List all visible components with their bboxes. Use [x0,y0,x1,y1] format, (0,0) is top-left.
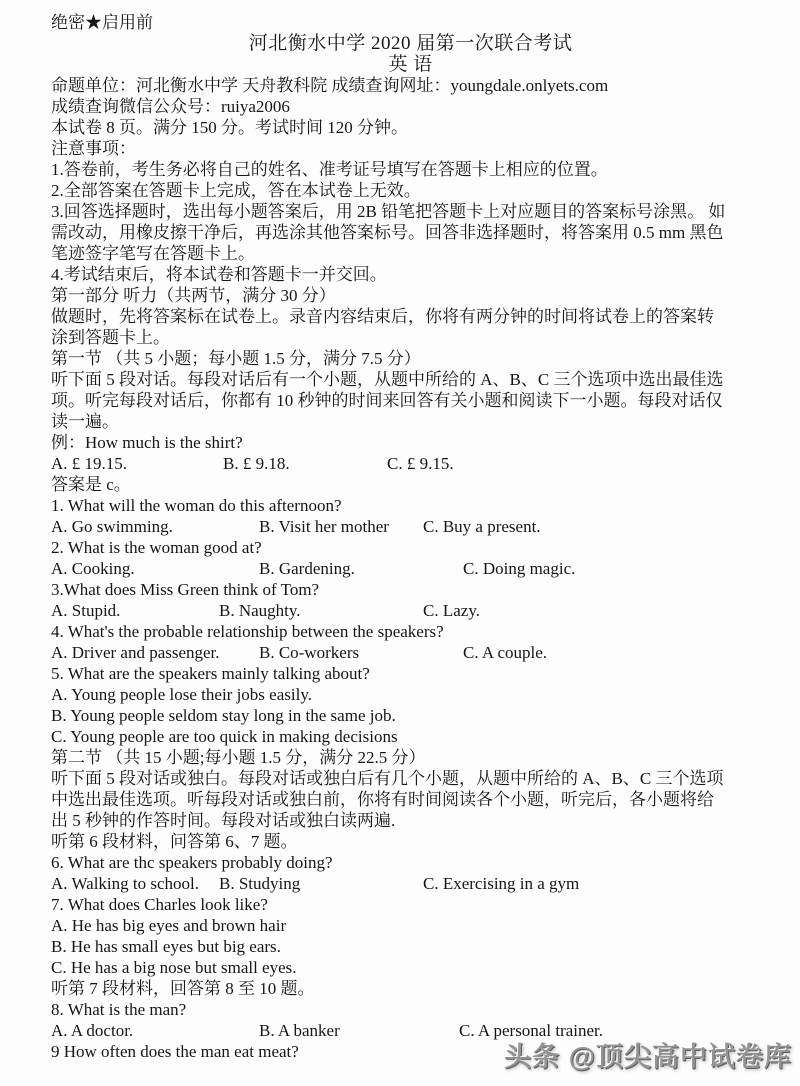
q6-options [51,873,770,894]
option-segment: B. Naughty. [219,601,301,620]
material7-heading: 听第 7 段材料，回答第 8 至 10 题。 [51,979,315,998]
option-segment: B. Gardening. [259,559,355,578]
part1-instr-line2: 涂到答题卡上。 [51,328,170,347]
note-3-line1: 3.回答选择题时，选出每小题答案后，用 2B 铅笔把答题卡上对应题目的答案标号涂黑。 如 [51,202,726,221]
option-segment: C. Buy a present. [423,517,541,536]
note-4: 4.考试结束后，将本试卷和答题卡一并交回。 [51,265,387,284]
q1: 1. What will the woman do this afternoon? [51,496,342,515]
material6-heading: 听第 6 段材料，问答第 6、7 题。 [51,832,298,851]
example-answer: 答案是 c。 [51,475,131,494]
option-segment: A. A doctor. [51,1021,134,1040]
option-segment: A. Walking to school. [51,874,200,893]
section1-heading: 第一节 （共 5 小题；每小题 1.5 分，满分 7.5 分） [51,349,421,368]
example-options [51,453,770,474]
option-segment: C. Doing magic. [463,559,576,578]
q5: 5. What are the speakers mainly talking about? [51,664,370,683]
q7-option-b: B. He has small eyes but big ears. [51,937,281,956]
exam-title: 河北衡水中学 2020 届第一次联合考试 [248,33,573,54]
q7-option-a: A. He has big eyes and brown hair [51,916,287,935]
option-segment: B. Visit her mother [259,517,389,536]
note-2: 2.全部答案在答题卡上完成，答在本试卷上无效。 [51,181,421,200]
q9: 9 How often does the man eat meat? [51,1042,299,1061]
section2-instr-line2: 中选出最佳选项。听每段对话或独白前，你将有时间阅读各个小题，听完后，各小题将给 [51,790,714,809]
section1-instr-line2: 项。听完每段对话后，你都有 10 秒钟的时间来回答有关小题和阅读下一小题。每段对话仅 [51,391,723,410]
exam-info-paper: 本试卷 8 页。满分 150 分。考试时间 120 分钟。 [51,118,408,137]
exam-info-wechat: 成绩查询微信公众号：ruiya2006 [51,97,290,116]
q5-option-a: A. Young people lose their jobs easily. [51,685,312,704]
part1-instr-line1: 做题时，先将答案标在试卷上。录音内容结束后，你将有两分钟的时间将试卷上的答案转 [51,307,714,326]
part1-heading: 第一部分 听力（共两节，满分 30 分） [51,286,336,305]
document-body [51,12,770,1062]
note-3-line3: 笔迹签字笔写在答题卡上。 [51,244,255,263]
note-1: 1.答卷前，考生务必将自己的姓名、准考证号填写在答题卡上相应的位置。 [51,160,608,179]
option-segment: A. Driver and passenger. [51,643,220,662]
q2-options [51,558,770,579]
option-segment: A. Cooking. [51,559,135,578]
example-question: 例：How much is the shirt? [51,433,243,452]
q5-option-c: C. Young people are too quick in making decisions [51,727,398,746]
q3-options [51,600,770,621]
q1-options [51,516,770,537]
option-segment: A. Go swimming. [51,517,173,536]
section1-instr-line1: 听下面 5 段对话。每段对话后有一个小题，从题中所给的 A、B、C 三个选项中选出最佳选 [51,370,724,389]
option-segment: B. Co-workers [259,643,360,662]
section1-instr-line3: 读一遍。 [51,412,119,431]
q6: 6. What are thc speakers probably doing? [51,853,333,872]
watermark [504,1035,792,1074]
option-segment: C. Lazy. [423,601,480,620]
option-segment: B. Studying [219,874,301,893]
q2: 2. What is the woman good at? [51,538,262,557]
security-label: 绝密★启用前 [51,13,153,32]
notes-heading: 注意事项： [51,139,136,158]
q5-option-b: B. Young people seldom stay long in the same job. [51,706,396,725]
subject-title: 英 语 [388,54,433,75]
section2-instr-line3: 出 5 秒钟的作答时间。每段对话或独白读两遍. [51,811,396,830]
q4-options [51,642,770,663]
q7-option-c: C. He has a big nose but small eyes. [51,958,297,977]
option-segment: C. Exercising in a gym [423,874,580,893]
watermark-text: 头条 @顶尖高中试卷库 [504,1042,792,1072]
q3: 3.What does Miss Green think of Tom? [51,580,320,599]
option-segment: A. £ 19.15. [51,454,128,473]
q4: 4. What's the probable relationship between the speakers? [51,622,444,641]
option-segment: B. A banker [259,1021,340,1040]
option-segment: B. £ 9.18. [223,454,290,473]
note-3-line2: 需改动，用橡皮擦干净后，再选涂其他答案标号。回答非选择题时，将答案用 0.5 mm 黑色 [51,223,724,242]
q7: 7. What does Charles look like? [51,895,268,914]
q8: 8. What is the man? [51,1000,187,1019]
option-segment: C. A personal trainer. [459,1021,604,1040]
option-segment: A. Stupid. [51,601,121,620]
exam-info-publisher: 命题单位：河北衡水中学 天舟教科院 成绩查询网址：youngdale.onlyets.com [51,76,609,95]
section2-heading: 第二节 （共 15 小题;每小题 1.5 分，满分 22.5 分） [51,748,426,767]
option-segment: C. £ 9.15. [387,454,454,473]
section2-instr-line1: 听下面 5 段对话或独白。每段对话或独白后有几个小题，从题中所给的 A、B、C 三个选项 [51,769,724,788]
option-segment: C. A couple. [463,643,548,662]
